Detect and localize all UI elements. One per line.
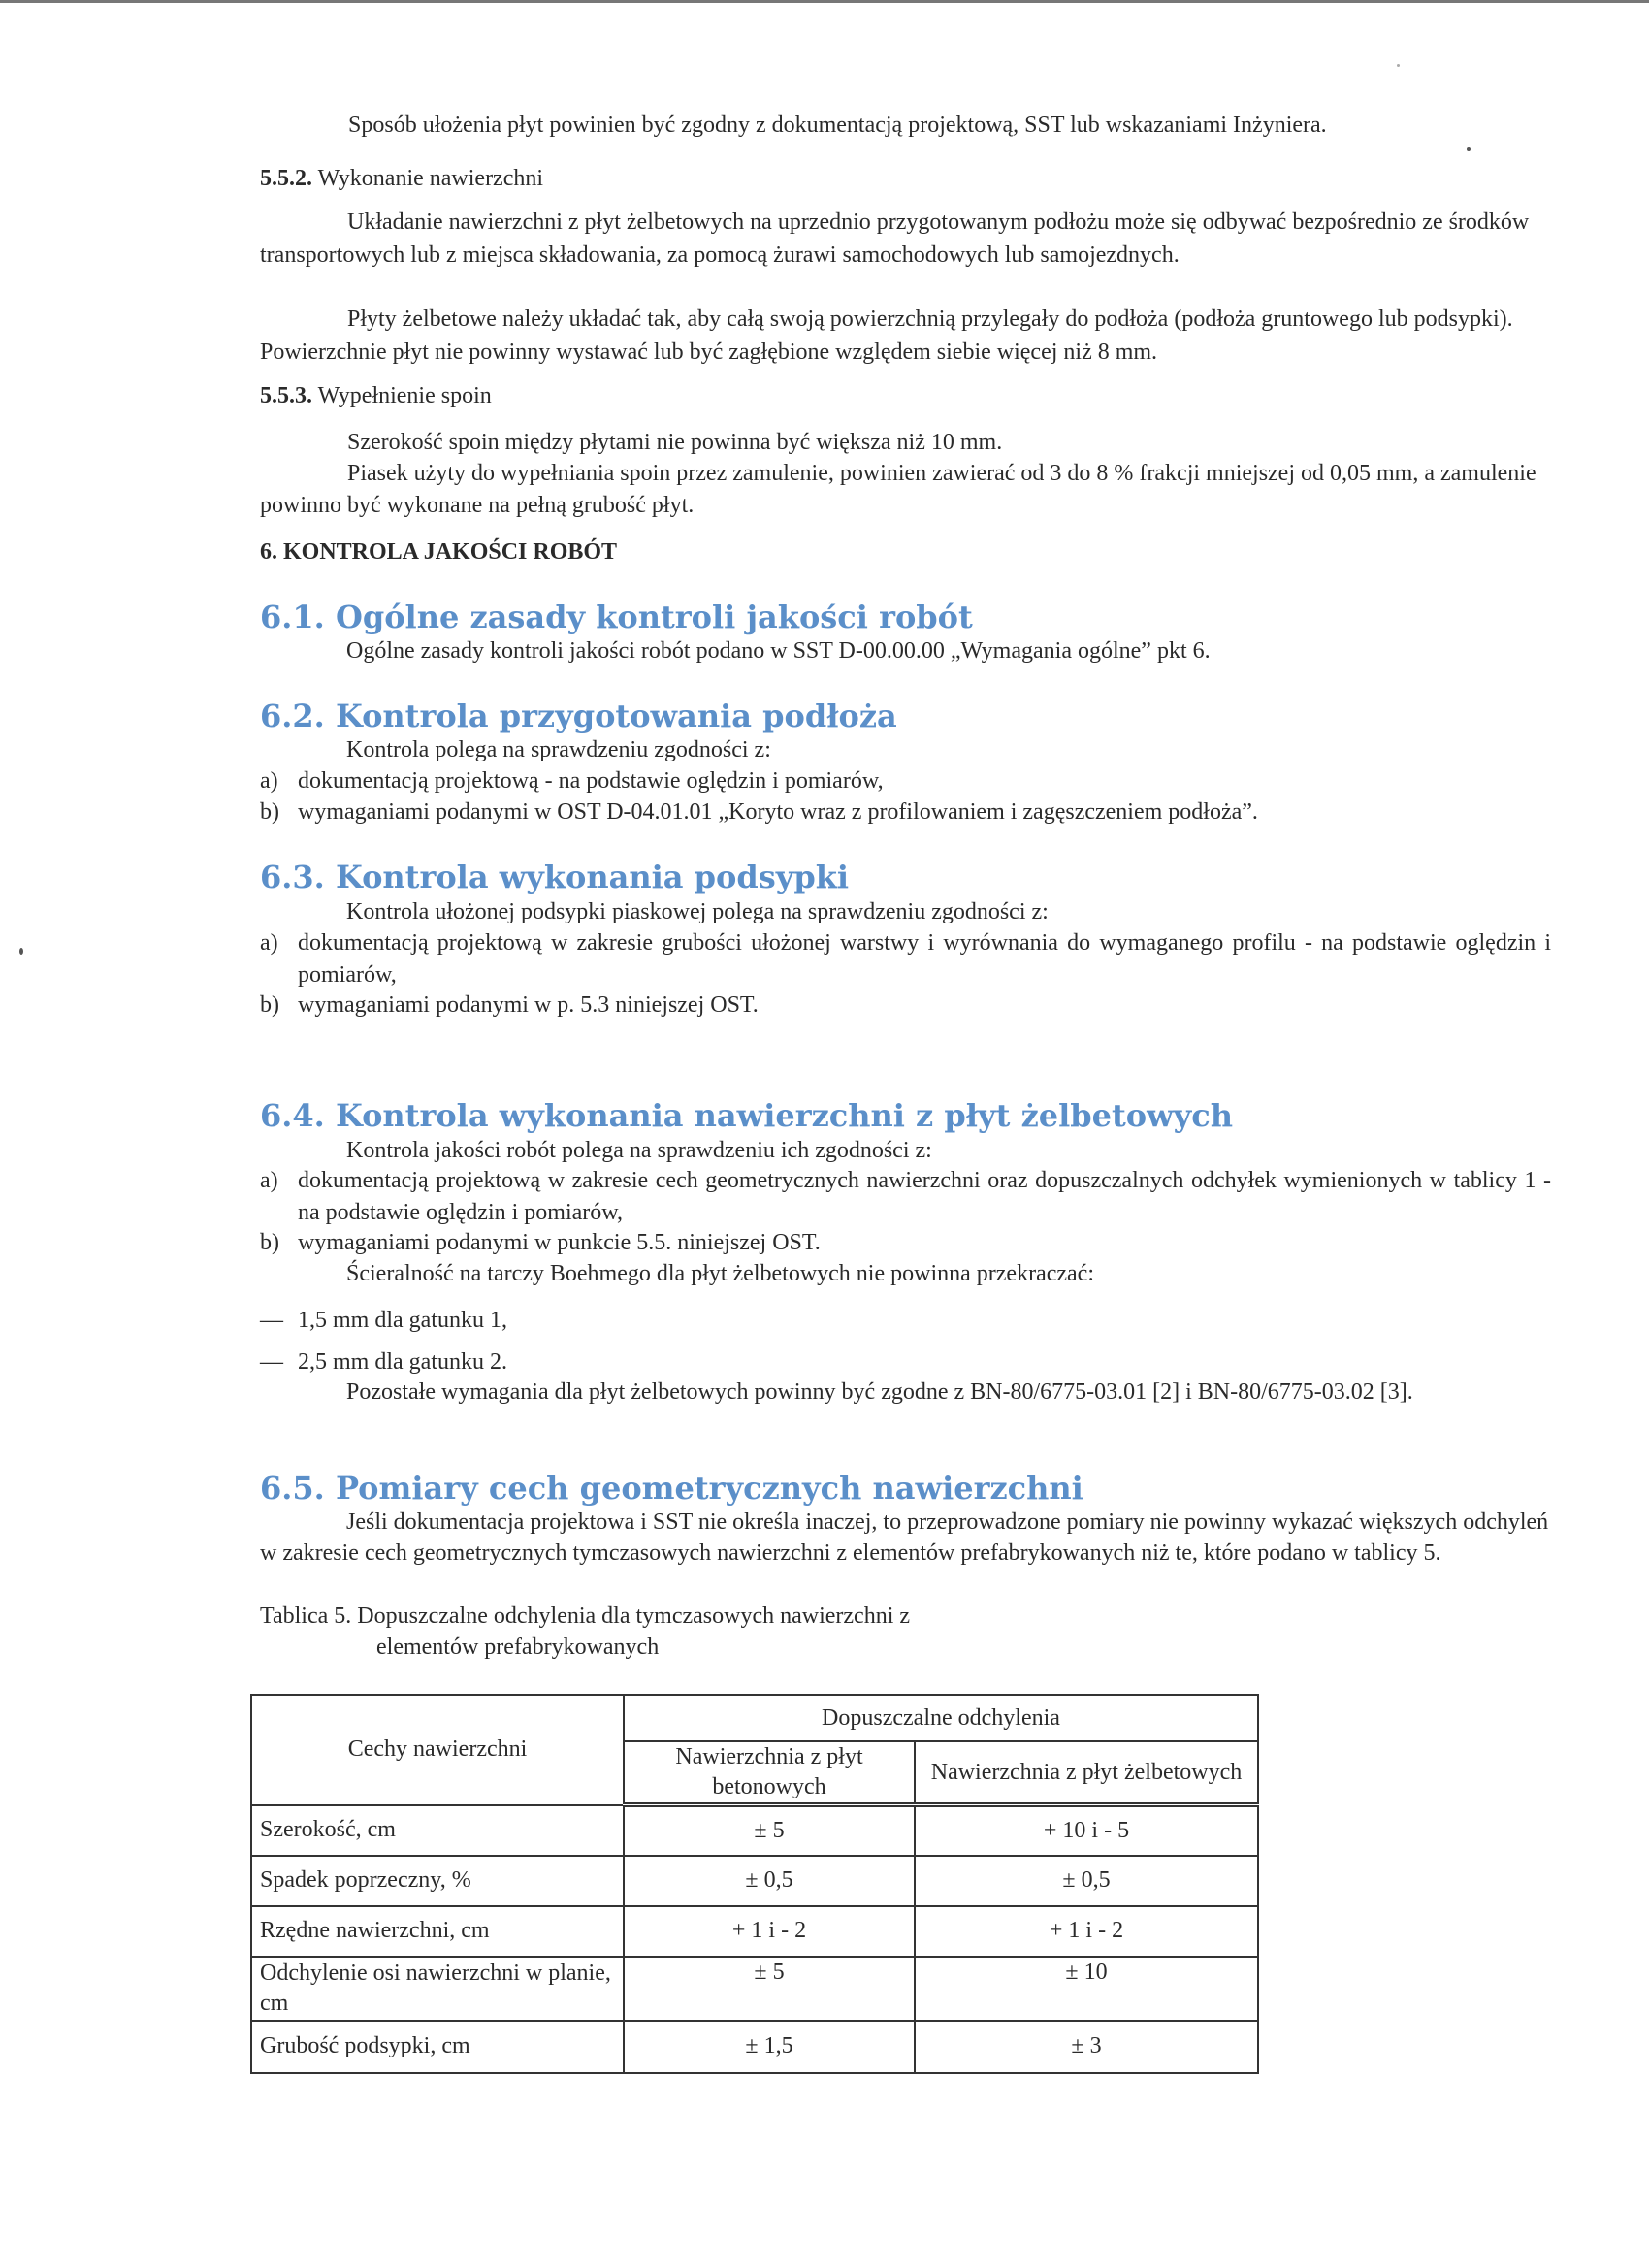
heading-6-3: 6.3. Kontrola wykonania podsypki (260, 859, 850, 895)
table-row (251, 1856, 1258, 1906)
list-item-6-3-b: wymaganiami podanymi w p. 5.3 niniejszej OST. (298, 992, 759, 1018)
list-marker: a) (260, 930, 278, 956)
scan-speck (19, 948, 23, 955)
row-value-concrete: ± 1,5 (624, 2021, 915, 2073)
paragraph-6-4-abrasion: Ścieralność na tarczy Boehmego dla płyt żelbetowych nie powinna przekraczać: (346, 1261, 1094, 1286)
row-value-concrete: ± 5 (624, 1805, 915, 1856)
row-value-reinforced: ± 0,5 (915, 1856, 1258, 1906)
list-marker: b) (260, 1230, 279, 1255)
paragraph-6-3: Kontrola ułożonej podsypki piaskowej polega na sprawdzeniu zgodności z: (346, 899, 1049, 924)
paragraph-5-5-2-1: Układanie nawierzchni z płyt żelbetowych na uprzednio przygotowanym podłożu może się odbywać bezpośrednio ze środków transportowych lub z miejsca składowania, za pomocą żurawi samochodowych lub samojezdnych. (260, 210, 1530, 268)
header-concrete-slabs: Nawierzchnia z płyt betonowych (624, 1741, 915, 1805)
row-value-reinforced: ± 10 (915, 1957, 1258, 2021)
table-row (251, 1805, 1258, 1856)
section-number: 5.5.2. (260, 166, 312, 191)
section-title: Wypełnienie spoin (317, 383, 492, 408)
row-feature: Grubość podsypki, cm (251, 2021, 624, 2073)
table-caption: Tablica 5. Dopuszczalne odchylenia dla tymczasowych nawierzchni z (260, 1604, 911, 1629)
section-number: 5.5.3. (260, 383, 312, 408)
table-row (251, 2021, 1258, 2073)
paragraph-intro: Sposób ułożenia płyt powinien być zgodny z dokumentacją projektową, SST lub wskazaniami Inżyniera. (348, 113, 1327, 138)
table-row (251, 1906, 1258, 1957)
row-value-concrete: + 1 i - 2 (624, 1906, 915, 1957)
list-item-6-3-a: dokumentacją projektową w zakresie grubości ułożonej warstwy i wyrównania do wymaganego profilu - na podstawie oględzin i pomiarów, (298, 930, 1551, 988)
section-5-5-2-heading (260, 163, 543, 195)
paragraph-5-5-2-2: Płyty żelbetowe należy układać tak, aby całą swoją powierzchnią przylegały do podłoża (podłoża gruntowego lub podsypki). Powierzchnie płyt nie powinny wystawać lub być zagłębione względem siebie więcej niż 8 mm. (260, 307, 1513, 365)
header-reinforced-slabs: Nawierzchnia z płyt żelbetowych (915, 1741, 1258, 1805)
paragraph-5-5-3-2: Piasek użyty do wypełniania spoin przez zamulenie, powinien zawierać od 3 do 8 % frakcji mniejszej od 0,05 mm, a zamulenie powinno być wykonane na pełną grubość płyt. (260, 461, 1536, 518)
list-marker: a) (260, 768, 278, 794)
table-header-row (251, 1695, 1258, 1741)
section-title: Wykonanie nawierzchni (317, 166, 544, 191)
list-marker: b) (260, 992, 279, 1018)
paragraph-5-5-3-1: Szerokość spoin między płytami nie powinna być większa niż 10 mm. (347, 430, 1003, 455)
list-marker: a) (260, 1168, 278, 1193)
dash-item-2: 2,5 mm dla gatunku 2. (298, 1349, 507, 1375)
dash-marker: — (260, 1349, 283, 1375)
dash-marker: — (260, 1308, 283, 1333)
chapter-6-title: 6. KONTROLA JAKOŚCI ROBÓT (260, 539, 618, 565)
list-item-6-4-b: wymaganiami podanymi w punkcie 5.5. niniejszej OST. (298, 1230, 821, 1255)
section-5-5-3-heading (260, 380, 492, 412)
row-value-concrete: ± 0,5 (624, 1856, 915, 1906)
row-feature: Szerokość, cm (251, 1805, 624, 1856)
paragraph-6-4-other: Pozostałe wymagania dla płyt żelbetowych powinny być zgodne z BN-80/6775-03.01 [2] i BN-80/6775-03.02 [3]. (346, 1379, 1413, 1405)
row-feature: Odchylenie osi nawierzchni w planie, cm (251, 1957, 624, 2021)
paragraph-6-1: Ogólne zasady kontroli jakości robót podano w SST D-00.00.00 „Wymagania ogólne” pkt 6. (346, 638, 1211, 664)
header-group: Dopuszczalne odchylenia (624, 1695, 1258, 1741)
header-feature: Cechy nawierzchni (251, 1695, 624, 1805)
heading-6-4: 6.4. Kontrola wykonania nawierzchni z płyt żelbetowych (260, 1097, 1233, 1134)
paragraph-6-2: Kontrola polega na sprawdzeniu zgodności z: (346, 737, 771, 762)
deviation-table (250, 1694, 1259, 2074)
paragraph-6-4: Kontrola jakości robót polega na sprawdzeniu ich zgodności z: (346, 1138, 932, 1163)
dash-item-1: 1,5 mm dla gatunku 1, (298, 1308, 507, 1333)
table-caption-continued: elementów prefabrykowanych (376, 1635, 660, 1660)
row-value-reinforced: + 1 i - 2 (915, 1906, 1258, 1957)
list-item-6-2-b: wymaganiami podanymi w OST D-04.01.01 „Koryto wraz z profilowaniem i zagęszczeniem podłoża”. (298, 799, 1258, 825)
heading-6-2: 6.2. Kontrola przygotowania podłoża (260, 697, 897, 734)
list-marker: b) (260, 799, 279, 825)
scan-speck (1467, 147, 1471, 151)
paragraph-6-5: Jeśli dokumentacja projektowa i SST nie określa inaczej, to przeprowadzone pomiary nie powinny wykazać większych odchyleń w zakresie cech geometrycznych tymczasowych nawierzchni z elementów prefabrykowanych niż te, które podano w tablicy 5. (260, 1509, 1549, 1566)
row-feature: Rzędne nawierzchni, cm (251, 1906, 624, 1957)
list-item-6-4-a: dokumentacją projektową w zakresie cech geometrycznych nawierzchni oraz dopuszczalnych odchyłek wymienionych w tablicy 1 - na podstawie oględzin i pomiarów, (298, 1168, 1551, 1225)
row-value-reinforced: ± 3 (915, 2021, 1258, 2073)
scan-speck (1397, 64, 1400, 67)
table-row (251, 1957, 1258, 2021)
row-value-reinforced: + 10 i - 5 (915, 1805, 1258, 1856)
row-value-concrete: ± 5 (624, 1957, 915, 2021)
heading-6-5: 6.5. Pomiary cech geometrycznych nawierzchni (260, 1470, 1083, 1507)
list-item-6-2-a: dokumentacją projektową - na podstawie oględzin i pomiarów, (298, 768, 884, 794)
heading-6-1: 6.1. Ogólne zasady kontroli jakości robót (260, 599, 973, 635)
row-feature: Spadek poprzeczny, % (251, 1856, 624, 1906)
